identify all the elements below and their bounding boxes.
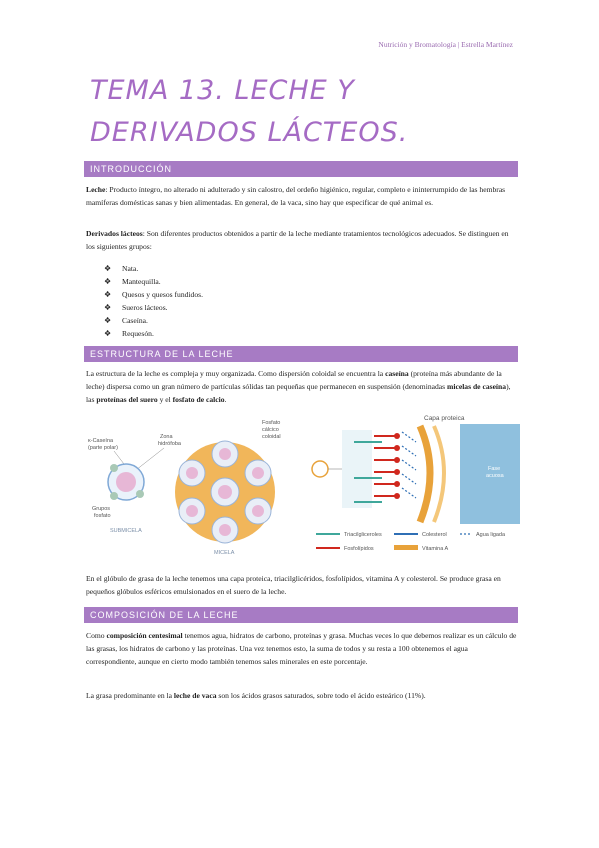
diamond-bullet-icon: ❖ bbox=[104, 277, 112, 286]
derivados-term: Derivados lácteos bbox=[86, 229, 143, 238]
section-heading-intro: INTRODUCCIÓN bbox=[84, 161, 518, 177]
legend-vitamina-a: Vitamina A bbox=[422, 546, 449, 552]
label-micela: MICELA bbox=[214, 550, 235, 556]
list-item-text: Caseína. bbox=[122, 316, 148, 325]
label-parte-polar: (parte polar) bbox=[88, 445, 118, 451]
grasa-paragraph bbox=[86, 689, 518, 702]
list-item bbox=[104, 275, 203, 288]
list-item bbox=[104, 262, 203, 275]
diamond-bullet-icon: ❖ bbox=[104, 290, 112, 299]
label-submicela: SUBMICELA bbox=[110, 528, 142, 534]
micela-diagram bbox=[175, 420, 281, 556]
label-capa-proteica: Capa proteica bbox=[424, 415, 465, 422]
term-composicion-centesimal: composición centesimal bbox=[106, 631, 183, 640]
running-header: Nutrición y Bromatología | Estrella Martínez bbox=[378, 40, 513, 49]
legend-colesterol: Colesterol bbox=[422, 532, 447, 538]
text-run: tenemos agua, hidratos de carbono, proteínas y grasa. Muchas veces lo que debemos realizar es un cálculo de las grasas, los hidratos de carbono y las proteínas. Una vez tenemos esto, la suma de todos y su resta a 100 obtenemos el agua correspondiente, aunque en cierto modo también tenemos sales minerales en este porcentaje. bbox=[86, 631, 517, 666]
list-item-text: Requesón. bbox=[122, 329, 154, 338]
term-caseina: caseína bbox=[385, 369, 409, 378]
label-k-caseina: κ-Caseína bbox=[88, 438, 114, 444]
label-zona: Zona bbox=[160, 434, 173, 440]
label-fosfato: fosfato bbox=[94, 513, 111, 519]
term-leche-vaca: leche de vaca bbox=[173, 691, 217, 700]
label-fosfato-calcico-2: cálcico bbox=[262, 427, 279, 433]
protein-layer bbox=[420, 426, 430, 522]
text-run: Como bbox=[86, 631, 107, 640]
text-run: . bbox=[224, 395, 227, 404]
text-run: (proteína más abundante de la leche) dispersa como un gran número de partículas sólidas tan pequeñas que permanecen en suspensión (denominadas bbox=[86, 369, 502, 391]
globulo-paragraph: En el glóbulo de grasa de la leche tenemos una capa proteica, triacilglicéridos, fosfolípidos, vitamina A y colesterol. Se produce grasa en pequeños glóbulos esféricos emulsionados en el suero de la leche. bbox=[86, 574, 501, 596]
leche-term: Leche bbox=[86, 185, 106, 194]
text-run: y el bbox=[157, 395, 173, 404]
leche-text: : Producto íntegro, no alterado ni adulterado y sin calostro, del ordeño higiénico, regular, completo e ininterrumpido de las hembras mamíferas domésticas sanas y bien alimentadas. En general, de la vaca, sino hay que especificar de qué animal es. bbox=[86, 185, 506, 207]
title-line-1: TEMA 13. LECHE Y bbox=[90, 75, 355, 106]
label-acuosa: acuosa bbox=[486, 473, 504, 479]
estructura-paragraph bbox=[86, 367, 518, 406]
page-title bbox=[90, 70, 520, 154]
term-micelas: micelas de caseína bbox=[447, 382, 507, 391]
derivados-list bbox=[104, 262, 203, 340]
list-item bbox=[104, 314, 203, 327]
list-item-text: Quesos y quesos fundidos. bbox=[122, 290, 203, 299]
diamond-bullet-icon: ❖ bbox=[104, 264, 112, 273]
derivados-text: : Son diferentes productos obtenidos a partir de la leche mediante tratamientos tecnológicos adecuados. Se distinguen en los siguientes grupos: bbox=[86, 229, 509, 251]
title-line-2: DERIVADOS LÁCTEOS. bbox=[90, 117, 409, 148]
list-item bbox=[104, 301, 203, 314]
section-heading-composicion: COMPOSICIÓN DE LA LECHE bbox=[84, 607, 518, 623]
fat-globule-diagram bbox=[312, 415, 520, 552]
legend-fosfolipidos: Fosfolípidos bbox=[344, 546, 374, 552]
label-hidrofoba: hidrófoba bbox=[158, 441, 181, 447]
label-fase: Fase bbox=[488, 466, 501, 472]
legend-agua-ligada: Agua ligada bbox=[476, 532, 506, 538]
leche-definition bbox=[86, 183, 518, 209]
list-item-text: Mantequilla. bbox=[122, 277, 161, 286]
list-item bbox=[104, 327, 203, 340]
composicion-paragraph bbox=[86, 629, 518, 668]
submicela-core bbox=[116, 472, 136, 492]
submicela-diagram bbox=[88, 434, 182, 534]
list-item bbox=[104, 288, 203, 301]
text-run: La grasa predominante en la bbox=[86, 691, 174, 700]
diamond-bullet-icon: ❖ bbox=[104, 303, 112, 312]
milk-structure-figure bbox=[84, 412, 524, 564]
list-item-text: Sueros lácteos. bbox=[122, 303, 168, 312]
legend-triacilgliceroles: Triacilgliceroles bbox=[344, 532, 382, 538]
derivados-definition bbox=[86, 227, 518, 253]
text-run: ), las bbox=[86, 382, 511, 404]
text-run: son los ácidos grasos saturados, sobre todo el ácido esteárico (11%). bbox=[216, 691, 426, 700]
term-fosfato: fosfato de calcio bbox=[172, 395, 225, 404]
label-grupos: Grupos bbox=[92, 506, 111, 512]
diamond-bullet-icon: ❖ bbox=[104, 316, 112, 325]
label-fosfato-calcico-3: coloidal bbox=[262, 434, 281, 440]
list-item-text: Nata. bbox=[122, 264, 139, 273]
diamond-bullet-icon: ❖ bbox=[104, 329, 112, 338]
label-fosfato-calcico-1: Fosfato bbox=[262, 420, 281, 426]
section-heading-estructura: ESTRUCTURA DE LA LECHE bbox=[84, 346, 518, 362]
text-run: La estructura de la leche es compleja y muy organizada. Como dispersión coloidal se encuentra la bbox=[86, 369, 386, 378]
term-proteinas-suero: proteínas del suero bbox=[96, 395, 158, 404]
